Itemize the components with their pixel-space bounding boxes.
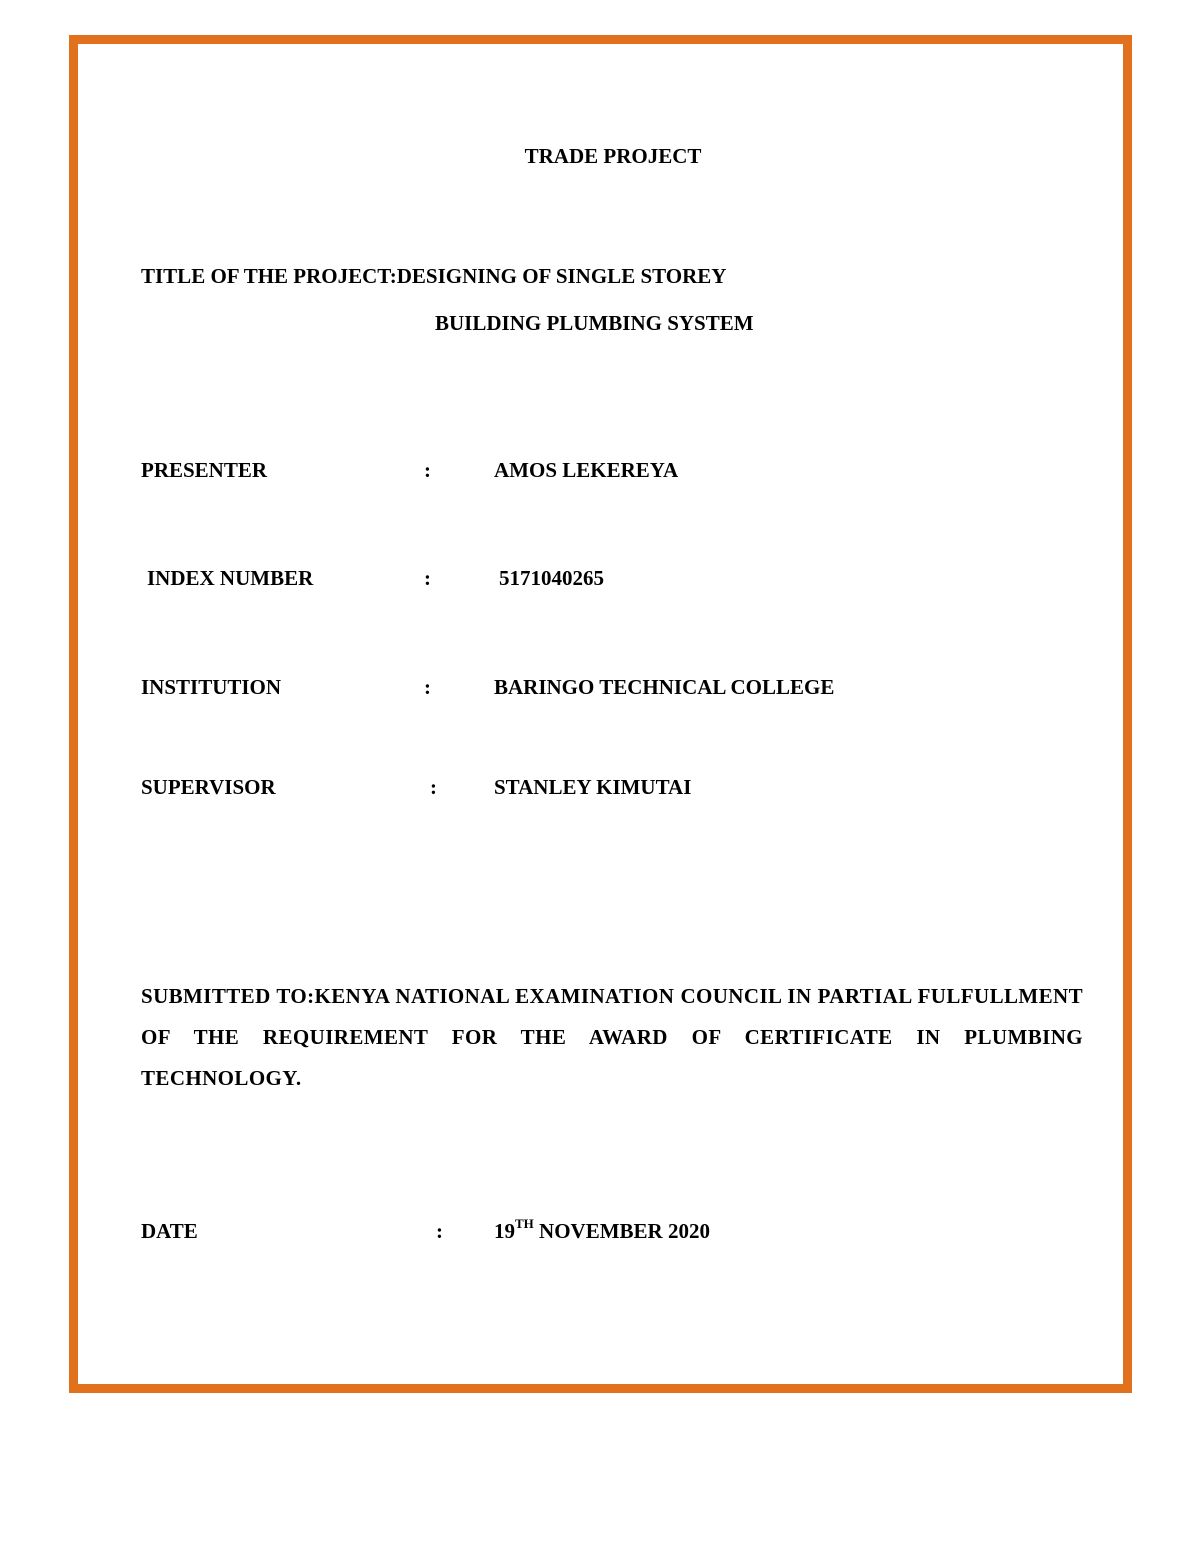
institution-value: BARINGO TECHNICAL COLLEGE	[494, 675, 835, 699]
supervisor-label: SUPERVISOR	[141, 775, 276, 799]
document-heading: TRADE PROJECT	[524, 144, 702, 168]
institution-separator: :	[424, 675, 431, 699]
presenter-value: AMOS LEKEREYA	[494, 458, 679, 482]
page-border	[69, 35, 1132, 1393]
index-number-separator: :	[424, 566, 431, 590]
date-day-suffix: TH	[515, 1216, 534, 1231]
project-title-value-line-2: BUILDING PLUMBING SYSTEM	[435, 311, 754, 335]
project-title-value-line-1: DESIGNING OF SINGLE STOREY	[396, 264, 727, 288]
project-title-label: TITLE OF THE PROJECT:	[141, 264, 397, 288]
submission-statement: SUBMITTED TO:KENYA NATIONAL EXAMINATION COUNCIL IN PARTIAL FULFULLMENT OF THE REQUIREMENT FOR THE AWARD OF CERTIFICATE IN PLUMBING TECHNOLOGY.	[141, 984, 1083, 1090]
presenter-label: PRESENTER	[141, 458, 268, 482]
index-number-value: 5171040265	[499, 566, 604, 590]
index-number-label: INDEX NUMBER	[147, 566, 314, 590]
date-month-year: NOVEMBER 2020	[533, 1219, 710, 1243]
supervisor-separator: :	[430, 775, 437, 799]
presenter-separator: :	[424, 458, 431, 482]
institution-label: INSTITUTION	[141, 675, 282, 699]
date-label: DATE	[141, 1219, 198, 1243]
date-value	[494, 1216, 710, 1243]
project-title-line-1	[141, 266, 726, 287]
date-day: 19	[494, 1219, 515, 1243]
date-separator: :	[436, 1219, 443, 1243]
supervisor-value: STANLEY KIMUTAI	[494, 775, 692, 799]
